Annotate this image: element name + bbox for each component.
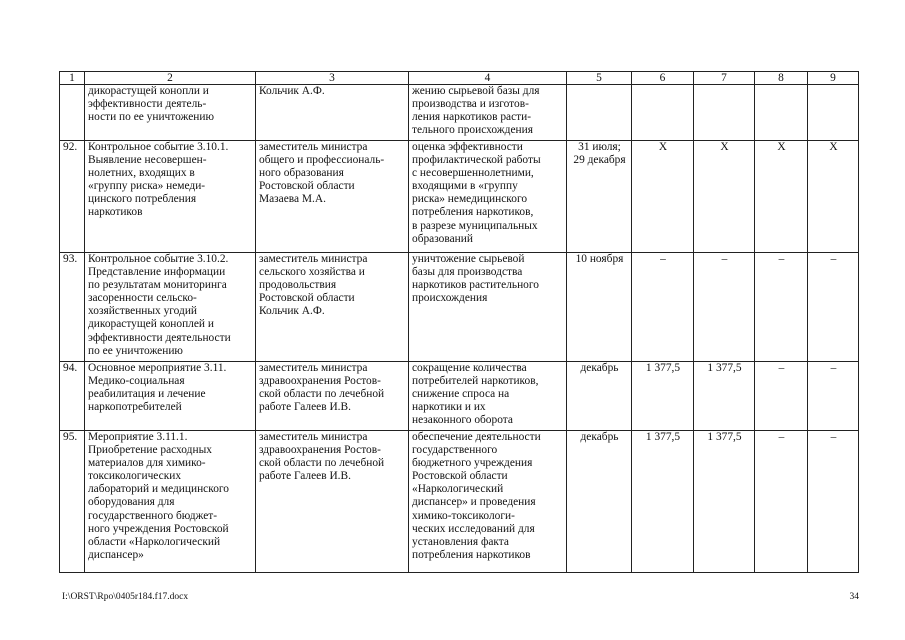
row-number: 92.	[60, 141, 85, 253]
col-7-value: –	[694, 253, 755, 362]
activity-name: дикорастущей конопли и эффективности деятель- ности по ее уничтожению	[85, 85, 256, 141]
row-number	[60, 85, 85, 141]
col-6-value	[632, 85, 694, 141]
table-row	[60, 253, 859, 362]
column-header: 2	[85, 72, 256, 85]
expected-result: уничтожение сырьевой базы для производства наркотиков растительного происхождения	[409, 253, 567, 362]
table-row	[60, 431, 859, 573]
expected-result: обеспечение деятельности государственного бюджетного учреждения Ростовской области «Наркологический диспансер» и проведения химико-токсикологи- ческих исследований для установления факта потребления наркотиков	[409, 431, 567, 573]
responsible-person: заместитель министра общего и профессиональ- ного образования Ростовской области Мазаева М.А.	[256, 141, 409, 253]
column-header: 5	[567, 72, 632, 85]
document-file-path: I:\ORST\Rpo\0405r184.f17.docx	[62, 592, 189, 602]
col-8-value: –	[755, 253, 808, 362]
activity-name: Мероприятие 3.11.1. Приобретение расходных материалов для химико- токсикологических лабораторий и медицинского оборудования для государственного бюджет- ного учреждения Ростовской области «Наркологический диспансер»	[85, 431, 256, 573]
column-header: 6	[632, 72, 694, 85]
deadline: 31 июля; 29 декабря	[567, 141, 632, 253]
col-6-value: 1 377,5	[632, 431, 694, 573]
deadline	[567, 85, 632, 141]
col-6-value: –	[632, 253, 694, 362]
row-number: 93.	[60, 253, 85, 362]
table-row	[60, 85, 859, 141]
expected-result: жению сырьевой базы для производства и изготов- ления наркотиков расти- тельного происхождения	[409, 85, 567, 141]
responsible-person: заместитель министра здравоохранения Ростов- ской области по лечебной работе Галеев И.В.	[256, 362, 409, 431]
responsible-person: заместитель министра здравоохранения Ростов- ской области по лечебной работе Галеев И.В.	[256, 431, 409, 573]
col-8-value: Х	[755, 141, 808, 253]
col-6-value: Х	[632, 141, 694, 253]
activity-name: Контрольное событие 3.10.2. Представление информации по результатам мониторинга засоренности сельско- хозяйственных угодий дикорастущей коноплей и эффективности деятельности по ее уничтожению	[85, 253, 256, 362]
column-header: 4	[409, 72, 567, 85]
column-header: 8	[755, 72, 808, 85]
row-number: 94.	[60, 362, 85, 431]
row-number: 95.	[60, 431, 85, 573]
column-header: 3	[256, 72, 409, 85]
col-9-value: Х	[808, 141, 859, 253]
activity-name: Контрольное событие 3.10.1. Выявление несовершен- нолетних, входящих в «группу риска» немеди- цинского потребления наркотиков	[85, 141, 256, 253]
column-header: 9	[808, 72, 859, 85]
col-8-value: –	[755, 431, 808, 573]
responsible-person: заместитель министра сельского хозяйства и продовольствия Ростовской области Кольчик А.Ф.	[256, 253, 409, 362]
activity-name: Основное мероприятие 3.11. Медико-социальная реабилитация и лечение наркопотребителей	[85, 362, 256, 431]
program-table	[59, 71, 859, 573]
table-row	[60, 362, 859, 431]
column-header: 7	[694, 72, 755, 85]
col-8-value: –	[755, 362, 808, 431]
page-number: 34	[849, 592, 859, 602]
col-7-value: 1 377,5	[694, 431, 755, 573]
expected-result: сокращение количества потребителей наркотиков, снижение спроса на наркотики и их незаконного оборота	[409, 362, 567, 431]
col-9-value: –	[808, 431, 859, 573]
col-7-value: 1 377,5	[694, 362, 755, 431]
col-9-value	[808, 85, 859, 141]
responsible-person: Кольчик А.Ф.	[256, 85, 409, 141]
deadline: декабрь	[567, 431, 632, 573]
col-7-value	[694, 85, 755, 141]
col-6-value: 1 377,5	[632, 362, 694, 431]
table-row	[60, 141, 859, 253]
deadline: 10 ноября	[567, 253, 632, 362]
col-7-value: Х	[694, 141, 755, 253]
column-header: 1	[60, 72, 85, 85]
col-8-value	[755, 85, 808, 141]
col-9-value: –	[808, 253, 859, 362]
expected-result: оценка эффективности профилактической работы с несовершеннолетними, входящими в «группу риска» немедицинского потребления наркотиков, в разрезе муниципальных образований	[409, 141, 567, 253]
col-9-value: –	[808, 362, 859, 431]
table-header-row	[60, 72, 859, 85]
deadline: декабрь	[567, 362, 632, 431]
